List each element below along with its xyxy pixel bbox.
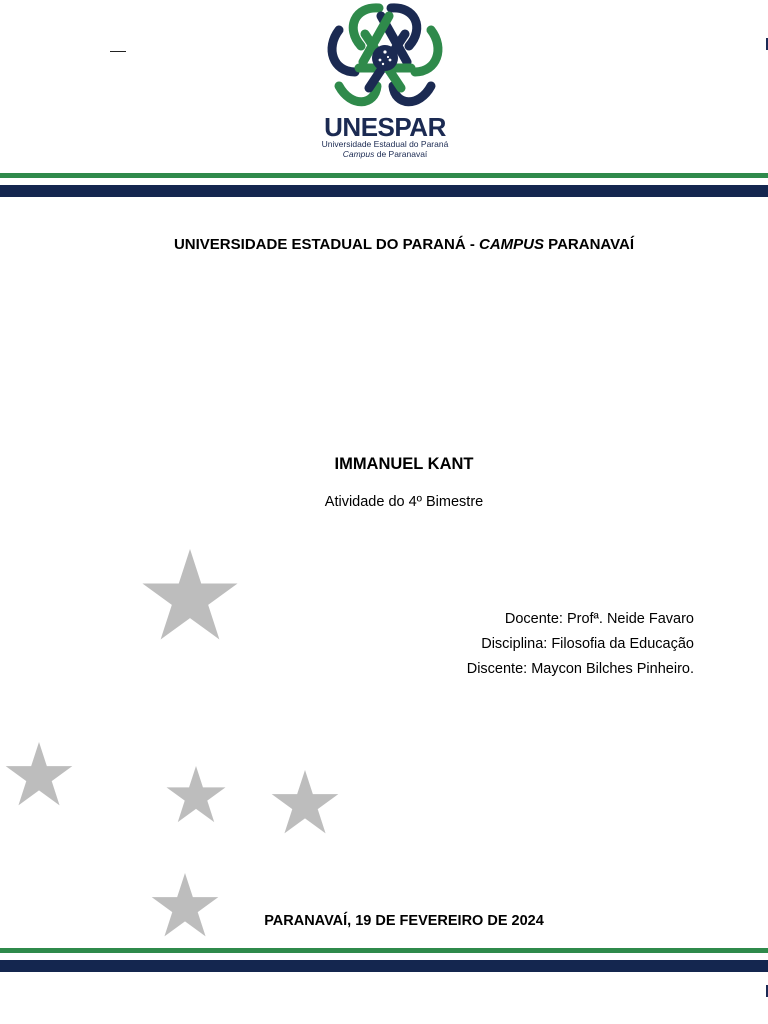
- star-icon: [167, 766, 226, 822]
- logo-subtitle-university: Universidade Estadual do Paraná: [321, 139, 449, 149]
- star-icon: [142, 549, 237, 639]
- decorative-stars: [0, 540, 360, 950]
- logo-campus-italic: Campus: [342, 149, 375, 159]
- discente-line: Discente: Maycon Bilches Pinheiro.: [466, 661, 694, 677]
- institution-suffix: PARANAVAÍ: [544, 236, 635, 253]
- document-title: IMMANUEL KANT: [334, 455, 474, 473]
- document-date: PARANAVAÍ, 19 DE FEVEREIRO DE 2024: [264, 913, 544, 929]
- footer-band-green: [0, 948, 768, 953]
- logo-campus-rest: de Paranavaí: [374, 149, 428, 159]
- header-band-navy: [0, 185, 768, 197]
- institution-campus: CAMPUS: [479, 236, 545, 253]
- docente-line: Docente: Profª. Neide Favaro: [504, 611, 694, 627]
- header-dash: [110, 51, 126, 52]
- institution-prefix: UNIVERSIDADE ESTADUAL DO PARANÁ -: [173, 236, 479, 253]
- disciplina-line: Disciplina: Filosofia da Educação: [481, 636, 694, 652]
- footer-band-navy: [0, 960, 768, 972]
- unespar-logo: [300, 0, 470, 165]
- star-icon: [272, 770, 339, 833]
- star-icon: [6, 742, 73, 805]
- document-subtitle: Atividade do 4º Bimestre: [324, 494, 484, 510]
- institution-heading: [20, 236, 768, 253]
- unespar-emblem-icon: [318, 2, 452, 114]
- logo-brand-text: UNESPAR: [324, 112, 446, 142]
- header-band-green: [0, 173, 768, 178]
- logo-subtitle-campus: [300, 149, 470, 159]
